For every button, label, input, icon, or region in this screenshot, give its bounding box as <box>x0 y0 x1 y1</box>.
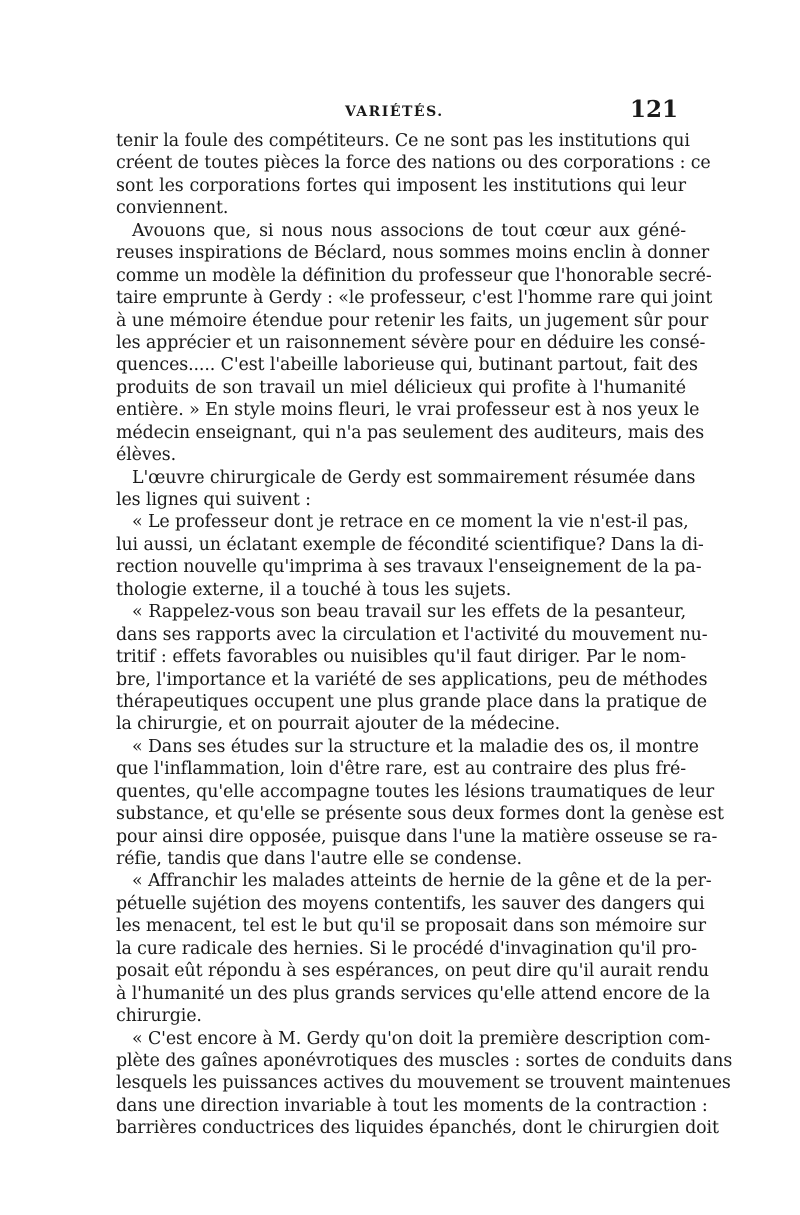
body-text <box>116 130 733 1140</box>
text-line: les lignes qui suivent : <box>116 490 311 510</box>
text-line: comme un modèle la définition du professeur que l'honorable secré- <box>116 265 712 286</box>
page-number: 121 <box>630 96 679 123</box>
text-line: à une mémoire étendue pour retenir les faits, un jugement sûr pour <box>116 310 709 331</box>
text-line: « Dans ses études sur la structure et la maladie des os, il montre <box>132 736 699 757</box>
text-line: pour ainsi dire opposée, puisque dans l'une la matière osseuse se ra- <box>116 826 718 847</box>
text-line: élèves. <box>116 445 177 466</box>
text-line: plète des gaînes aponévrotiques des muscles : sortes de conduits dans <box>116 1050 733 1071</box>
text-line: dans une direction invariable à tout les moments de la contraction : <box>116 1095 708 1116</box>
text-line: lesquels les puissances actives du mouvement se trouvent maintenues <box>116 1073 731 1094</box>
text-line: que l'inflammation, loin d'être rare, est au contraire des plus fré- <box>116 759 686 780</box>
text-line: dans ses rapports avec la circulation et l'activité du mouvement nu- <box>116 624 708 645</box>
text-line: créent de toutes pièces la force des nations ou des corporations : ce <box>116 153 711 174</box>
text-line: sont les corporations fortes qui imposent les institutions qui leur <box>116 175 686 196</box>
text-line: substance, et qu'elle se présente sous deux formes dont la genèse est <box>116 804 724 825</box>
text-line: la chirurgie, et on pourrait ajouter de la médecine. <box>116 714 561 735</box>
text-line: à l'humanité un des plus grands services qu'elle attend encore de la <box>116 983 710 1004</box>
text-line: « Le professeur dont je retrace en ce moment la vie n'est-il pas, <box>132 512 689 533</box>
text-line: quentes, qu'elle accompagne toutes les lésions traumatiques de leur <box>116 781 715 802</box>
text-line: « Rappelez-vous son beau travail sur les effets de la pesanteur, <box>132 602 686 623</box>
text-line: « C'est encore à M. Gerdy qu'on doit la première description com- <box>132 1028 711 1049</box>
text-line: lui aussi, un éclatant exemple de fécondité scientifique? Dans la di- <box>116 534 704 555</box>
text-line: les menacent, tel est le but qu'il se proposait dans son mémoire sur <box>116 916 707 937</box>
text-line: Avouons que, si nous nous associons de tout cœur aux géné- <box>132 220 686 241</box>
text-line: quences..... C'est l'abeille laborieuse qui, butinant partout, fait des <box>116 355 698 376</box>
text-line: thérapeutiques occupent une plus grande place dans la pratique de <box>116 691 707 712</box>
text-line: entière. » En style moins fleuri, le vrai professeur est à nos yeux le <box>116 400 700 421</box>
text-line: médecin enseignant, qui n'a pas seulement des auditeurs, mais des <box>116 422 705 443</box>
text-line: « Affranchir les malades atteints de hernie de la gêne et de la per- <box>132 871 712 892</box>
text-line: thologie externe, il a touché à tous les sujets. <box>116 579 512 600</box>
text-line: taire emprunte à Gerdy : «le professeur, c'est l'homme rare qui joint <box>116 288 713 309</box>
text-line: barrières conductrices des liquides épanchés, dont le chirurgien doit <box>116 1118 719 1139</box>
text-line: posait eût répondu à ses espérances, on peut dire qu'il aurait rendu <box>116 961 709 982</box>
text-line: pétuelle sujétion des moyens contentifs, les sauver des dangers qui <box>116 893 705 914</box>
text-line: les apprécier et un raisonnement sévère pour en déduire les consé- <box>116 332 706 353</box>
text-line: réfie, tandis que dans l'autre elle se condense. <box>116 849 522 869</box>
text-line: conviennent. <box>116 198 229 219</box>
text-line: reuses inspirations de Béclard, nous sommes moins enclin à donner <box>116 243 710 264</box>
text-line: chirurgie. <box>116 1006 202 1027</box>
page-header <box>0 96 800 126</box>
text-line: bre, l'importance et la variété de ses applications, peu de méthodes <box>116 669 708 690</box>
text-line: L'œuvre chirurgicale de Gerdy est sommairement résumée dans <box>132 467 696 488</box>
text-line: rection nouvelle qu'imprima à ses travaux l'enseignement de la pa- <box>116 557 702 578</box>
running-head: VARIÉTÉS. <box>345 104 444 120</box>
text-line: produits de son travail un miel délicieux qui profite à l'humanité <box>116 377 686 398</box>
text-line: tenir la foule des compétiteurs. Ce ne sont pas les institutions qui <box>116 131 690 151</box>
text-line: tritif : effets favorables ou nuisibles qu'il faut diriger. Par le nom- <box>116 647 686 668</box>
text-line: la cure radicale des hernies. Si le procédé d'invagination qu'il pro- <box>116 938 697 959</box>
